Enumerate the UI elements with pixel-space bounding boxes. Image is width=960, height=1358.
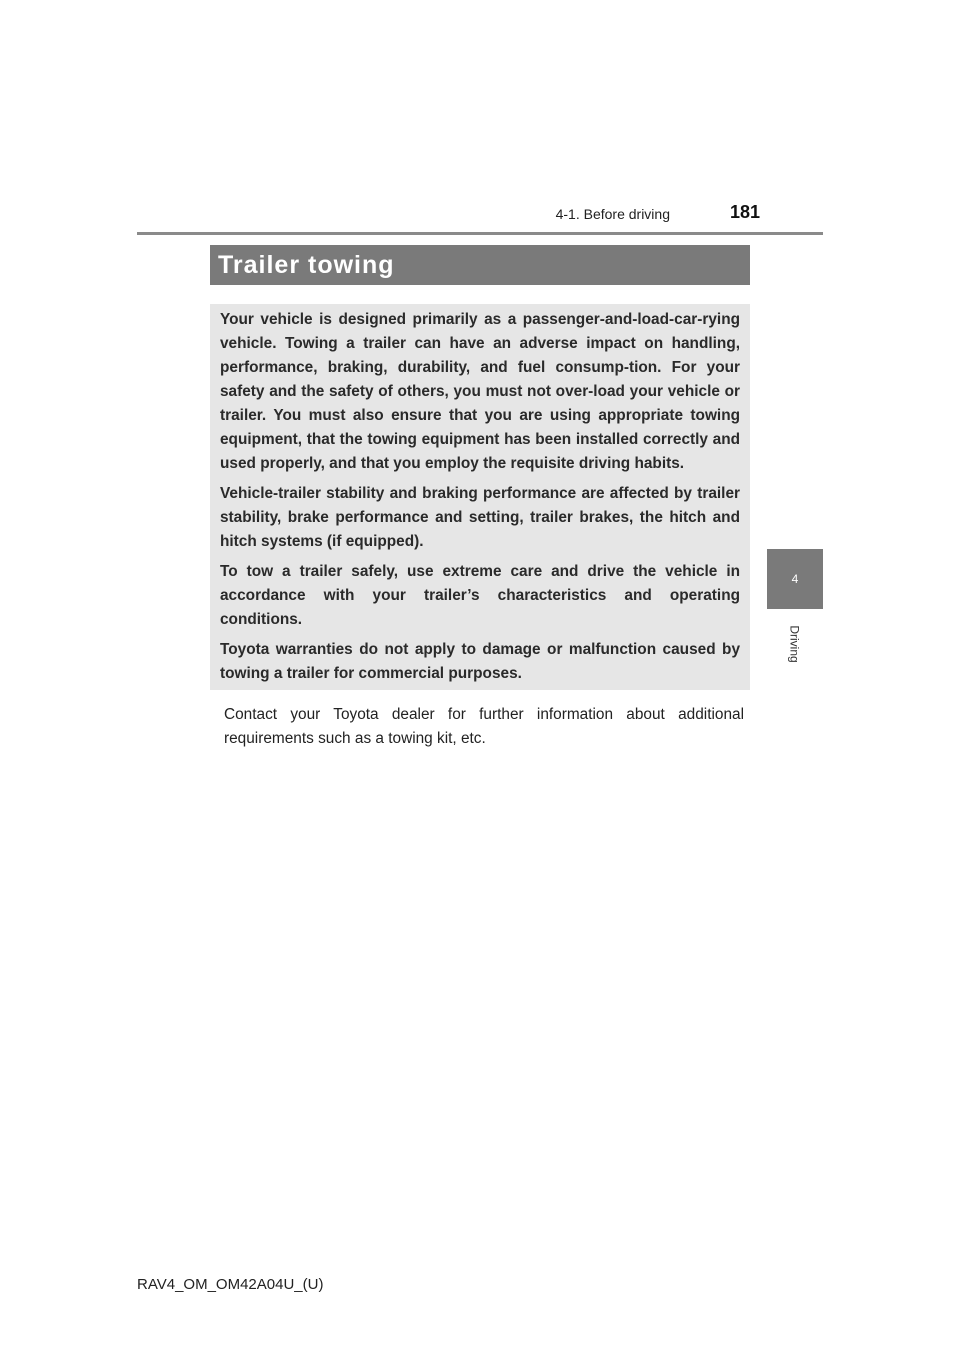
intro-paragraph: Toyota warranties do not apply to damage or malfunction caused by towing a trailer for commercial purposes. — [220, 641, 740, 682]
intro-paragraph: Your vehicle is designed primarily as a passenger-and-load-car-rying vehicle. Towing a trailer can have an adverse impact on handling, performance, braking, durability, and fuel consump-tion. For your safety and the safety of others, you must not over-load your vehicle or trailer. You must also ensure that you are using appropriate towing equipment, that the towing equipment has been installed correctly and used properly, and that you employ the requisite driving habits. — [220, 311, 740, 472]
page-title-bar — [210, 245, 750, 285]
section-heading: 4-1. Before driving — [555, 206, 670, 222]
intro-paragraph: To tow a trailer safely, use extreme care and drive the vehicle in accordance with your trailer’s characteristics and operating conditions. — [220, 563, 740, 628]
intro-paragraph: Vehicle-trailer stability and braking performance are affected by trailer stability, brake performance and setting, trailer brakes, the hitch and hitch systems (if equipped). — [220, 485, 740, 550]
document-id: RAV4_OM_OM42A04U_(U) — [137, 1276, 324, 1293]
chapter-tab — [767, 549, 823, 609]
chapter-label: Driving — [788, 625, 802, 663]
chapter-number: 4 — [791, 572, 799, 586]
chapter-label-container — [767, 614, 823, 674]
body-paragraph: Contact your Toyota dealer for further information about additional requirements such as a towing kit, etc. — [224, 706, 744, 747]
page-number: 181 — [729, 202, 760, 222]
intro-box — [210, 304, 750, 690]
page-title: Trailer towing — [218, 250, 395, 279]
header-divider — [137, 232, 823, 235]
